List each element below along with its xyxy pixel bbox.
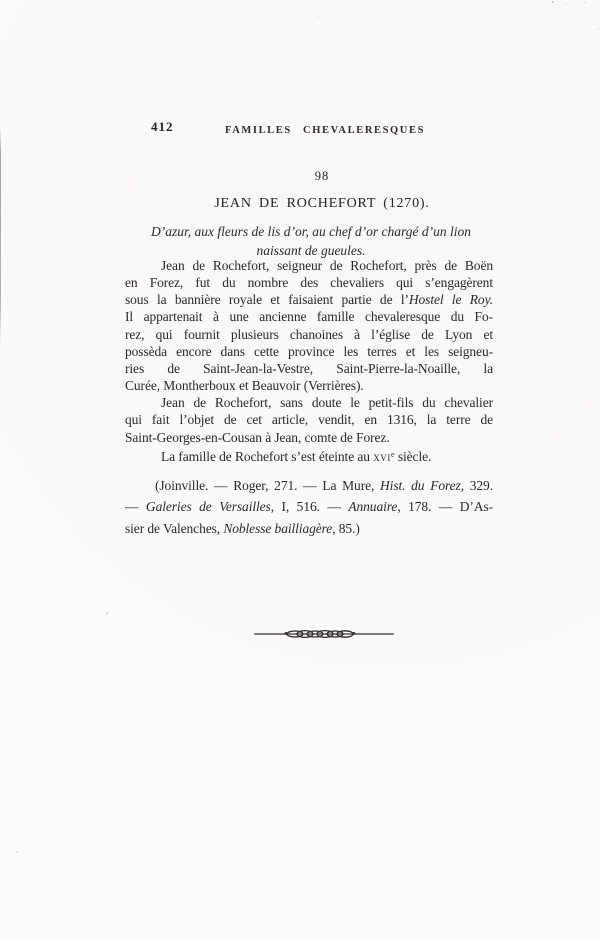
scan-edge-artifact bbox=[0, 127, 1, 345]
text-line: rez, qui fournit plusieurs chanoines à l’église de Lyon et bbox=[125, 326, 493, 342]
text-line: Curée, Montherboux et Beauvoir (Verrières). bbox=[125, 378, 364, 394]
entry-number: 98 bbox=[314, 169, 330, 183]
text-line: Il appartenait à une ancienne famille chevaleresque du Fo- bbox=[125, 309, 493, 325]
text-line: La famille de Rochefort s’est éteinte au xvi$^e$ siècle. bbox=[161, 448, 432, 464]
text-line: en Forez, fut du nombre des chevaliers qui s’engagèrent bbox=[125, 275, 493, 291]
text-line: ries de Saint-Jean-la-Vestre, Saint-Pierre-la-Noaille, la bbox=[125, 360, 493, 376]
bibliography bbox=[125, 475, 493, 539]
text-line: Jean de Rochefort, seigneur de Rochefort, près de Boën bbox=[161, 258, 493, 273]
article-body bbox=[125, 257, 493, 465]
running-title: FAMILLES CHEVALERESQUES bbox=[224, 125, 426, 136]
scan-speck bbox=[597, 28, 599, 30]
entry-title: JEAN DE ROCHEFORT (1270). bbox=[214, 196, 430, 211]
scan-speck bbox=[106, 612, 108, 615]
text-line: naissant de gueules. bbox=[256, 243, 366, 259]
braided-rule-ornament bbox=[253, 627, 395, 641]
scan-speck bbox=[565, 3, 567, 4]
braided-rule-icon bbox=[253, 627, 395, 641]
scan-speck bbox=[552, 1, 554, 3]
text-line: Saint-Georges-en-Cousan à Jean, comte de Forez. bbox=[125, 429, 390, 445]
text-line: D’azur, aux fleurs de lis d’or, au chef d’or chargé d’un lion bbox=[150, 224, 472, 239]
blazon-text bbox=[127, 222, 495, 260]
page-number: 412 bbox=[151, 119, 174, 134]
text-line: — Galeries de Versailles, I, 516. — Annuaire, 178. — D’As- bbox=[125, 499, 494, 515]
text-line: possèda encore dans cette province les terres et les seigneu- bbox=[125, 343, 493, 359]
text-line: sier de Valenches, Noblesse bailliagère, 85.) bbox=[125, 520, 360, 536]
scan-speck bbox=[583, 2, 586, 3]
text-line: Jean de Rochefort, sans doute le petit-fils du chevalier bbox=[161, 395, 493, 411]
text-line: sous la bannière royale et faisaient partie de l’Hostel le Roy. bbox=[125, 292, 493, 308]
scan-speck bbox=[317, 16, 319, 18]
text-line: (Joinville. — Roger, 271. — La Mure, Hist. du Forez, 329. bbox=[155, 478, 493, 493]
scan-speck bbox=[16, 851, 18, 853]
text-line: qui fait l’objet de cet article, vendit, en 1316, la terre de bbox=[125, 412, 493, 428]
